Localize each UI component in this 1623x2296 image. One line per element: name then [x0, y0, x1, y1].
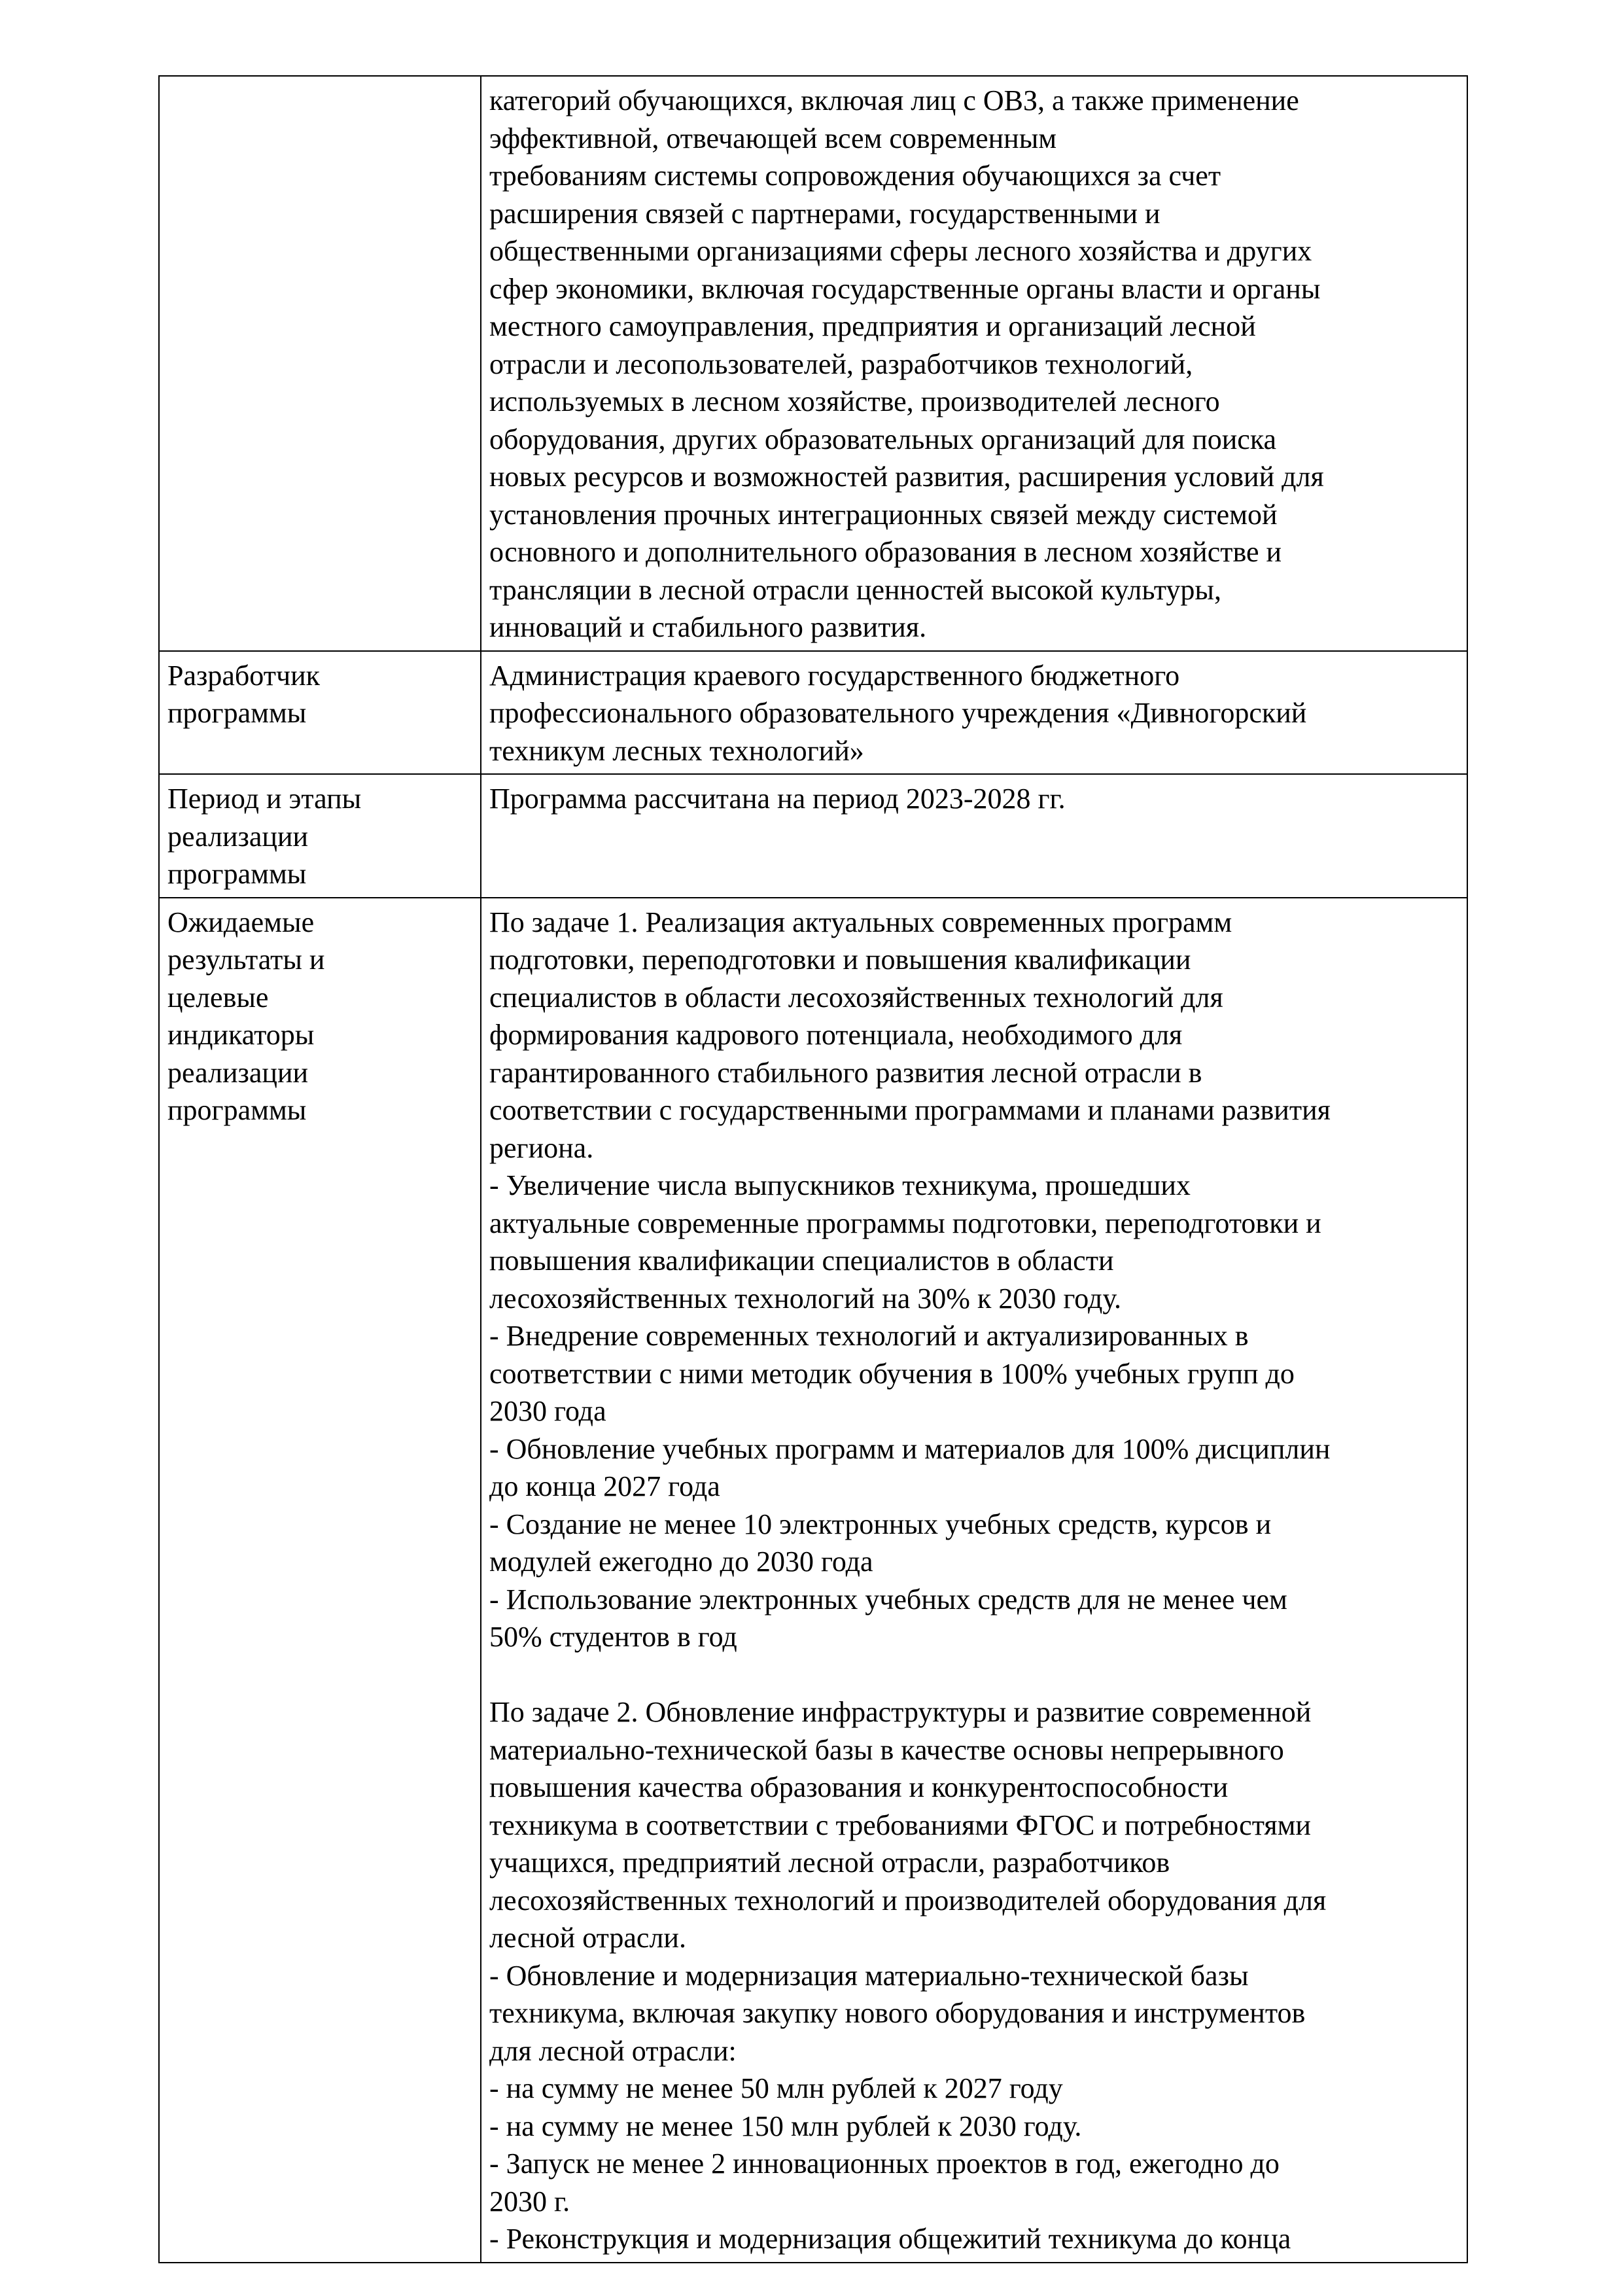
- row-content-cell: [481, 76, 1467, 651]
- text-line: - Внедрение современных технологий и актуализированных в: [489, 1320, 1249, 1352]
- text-line: лесохозяйственных технологий и производителей оборудования для: [489, 1884, 1327, 1916]
- text-line: повышения квалификации специалистов в области: [489, 1245, 1114, 1277]
- row-content-cell: [481, 651, 1467, 775]
- text-line: реализации: [167, 820, 309, 853]
- text-line: По задаче 2. Обновление инфраструктуры и развитие современной: [489, 1696, 1312, 1728]
- text-line: - Использование электронных учебных средств для не менее чем: [489, 1583, 1287, 1616]
- text-line: лесохозяйственных технологий на 30% к 2030 году.: [489, 1282, 1121, 1315]
- text-line: программы: [167, 1094, 307, 1126]
- text-line: местного самоуправления, предприятия и организаций лесной: [489, 310, 1256, 342]
- text-line: учащихся, предприятий лесной отрасли, разработчиков: [489, 1846, 1170, 1879]
- text-line: общественными организациями сферы лесного хозяйства и других: [489, 235, 1312, 267]
- text-line: используемых в лесном хозяйстве, производителей лесного: [489, 385, 1220, 417]
- text-line: - Обновление и модернизация материально-технической базы: [489, 1959, 1249, 1992]
- text-line: новых ресурсов и возможностей развития, расширения условий для: [489, 461, 1324, 493]
- text-line: соответствии с ними методик обучения в 100% учебных групп до: [489, 1357, 1295, 1390]
- text-line: установления прочных интеграционных связей между системой: [489, 498, 1278, 531]
- text-line: Администрация краевого государственного бюджетного: [489, 659, 1180, 692]
- text-line: модулей ежегодно до 2030 года: [489, 1545, 873, 1578]
- text-line: - Обновление учебных программ и материалов для 100% дисциплин: [489, 1432, 1331, 1465]
- row-content-cell: [481, 898, 1467, 2263]
- text-line: отрасли и лесопользователей, разработчиков технологий,: [489, 347, 1193, 380]
- task1-block: [489, 904, 1460, 1656]
- text-line: - на сумму не менее 150 млн рублей к 2030 году.: [489, 2110, 1082, 2142]
- text-line: Период и этапы: [167, 783, 362, 815]
- text-line: повышения качества образования и конкурентоспособности: [489, 1771, 1229, 1803]
- text-line: целевые: [167, 981, 269, 1014]
- row-label-cell: [159, 76, 481, 651]
- text-line: 2030 г.: [489, 2185, 570, 2217]
- text-line: Программа рассчитана на период 2023-2028 гг.: [489, 783, 1066, 815]
- text-line: 2030 года: [489, 1395, 606, 1427]
- row-label-cell: [159, 898, 481, 2263]
- text-line: специалистов в области лесохозяйственных технологий для: [489, 981, 1223, 1014]
- table-row-continuation: [159, 76, 1467, 651]
- text-line: актуальные современные программы подготовки, переподготовки и: [489, 1207, 1321, 1239]
- text-line: трансляции в лесной отрасли ценностей высокой культуры,: [489, 573, 1221, 606]
- text-line: техникум лесных технологий»: [489, 734, 864, 767]
- table-row-results: [159, 898, 1467, 2263]
- text-line: категорий обучающихся, включая лиц с ОВЗ, а также применение: [489, 84, 1299, 116]
- text-line: - Реконструкция и модернизация общежитий техникума до конца: [489, 2223, 1291, 2255]
- program-passport-table: [158, 75, 1468, 2263]
- text-line: материально-технической базы в качестве основы непрерывного: [489, 1733, 1284, 1766]
- table-row-developer: [159, 651, 1467, 775]
- text-line: - Увеличение числа выпускников техникума, прошедших: [489, 1169, 1191, 1201]
- text-line: для лесной отрасли:: [489, 2034, 737, 2067]
- text-line: Ожидаемые: [167, 906, 315, 938]
- row-label-cell: [159, 774, 481, 898]
- paragraph-spacer: [489, 1656, 1460, 1694]
- text-line: программы: [167, 697, 307, 729]
- text-line: эффективной, отвечающей всем современным: [489, 122, 1057, 154]
- text-line: региона.: [489, 1131, 594, 1164]
- text-line: 50% студентов в год: [489, 1621, 737, 1653]
- row-content-cell: [481, 774, 1467, 898]
- text-line: - Запуск не менее 2 инновационных проектов в год, ежегодно до: [489, 2147, 1280, 2180]
- table-row-period: [159, 774, 1467, 898]
- text-line: требованиям системы сопровождения обучающихся за счет: [489, 160, 1221, 192]
- text-line: Разработчик: [167, 659, 320, 692]
- text-line: - Создание не менее 10 электронных учебных средств, курсов и: [489, 1508, 1272, 1540]
- text-line: техникума в соответствии с требованиями ФГОС и потребностями: [489, 1809, 1311, 1841]
- text-line: подготовки, переподготовки и повышения квалификации: [489, 944, 1191, 976]
- text-line: индикаторы: [167, 1019, 315, 1051]
- text-line: техникума, включая закупку нового оборудования и инструментов: [489, 1997, 1306, 2029]
- text-line: до конца 2027 года: [489, 1470, 720, 1502]
- text-line: сфер экономики, включая государственные органы власти и органы: [489, 272, 1321, 305]
- text-line: гарантированного стабильного развития лесной отрасли в: [489, 1056, 1202, 1089]
- text-line: расширения связей с партнерами, государственными и: [489, 197, 1161, 230]
- text-line: основного и дополнительного образования в лесном хозяйстве и: [489, 536, 1282, 568]
- text-line: реализации: [167, 1056, 309, 1089]
- text-line: - на сумму не менее 50 млн рублей к 2027 году: [489, 2072, 1063, 2104]
- row-label-cell: [159, 651, 481, 775]
- text-line: По задаче 1. Реализация актуальных современных программ: [489, 906, 1232, 938]
- text-line: программы: [167, 858, 307, 890]
- text-line: профессионального образовательного учреждения «Дивногорский: [489, 697, 1307, 729]
- text-line: формирования кадрового потенциала, необходимого для: [489, 1019, 1183, 1051]
- text-line: оборудования, других образовательных организаций для поиска: [489, 423, 1277, 455]
- text-line: лесной отрасли.: [489, 1922, 686, 1954]
- text-line: инноваций и стабильного развития.: [489, 611, 927, 643]
- text-line: результаты и: [167, 944, 325, 976]
- task2-block: [489, 1693, 1460, 2258]
- text-line: соответствии с государственными программами и планами развития: [489, 1094, 1331, 1126]
